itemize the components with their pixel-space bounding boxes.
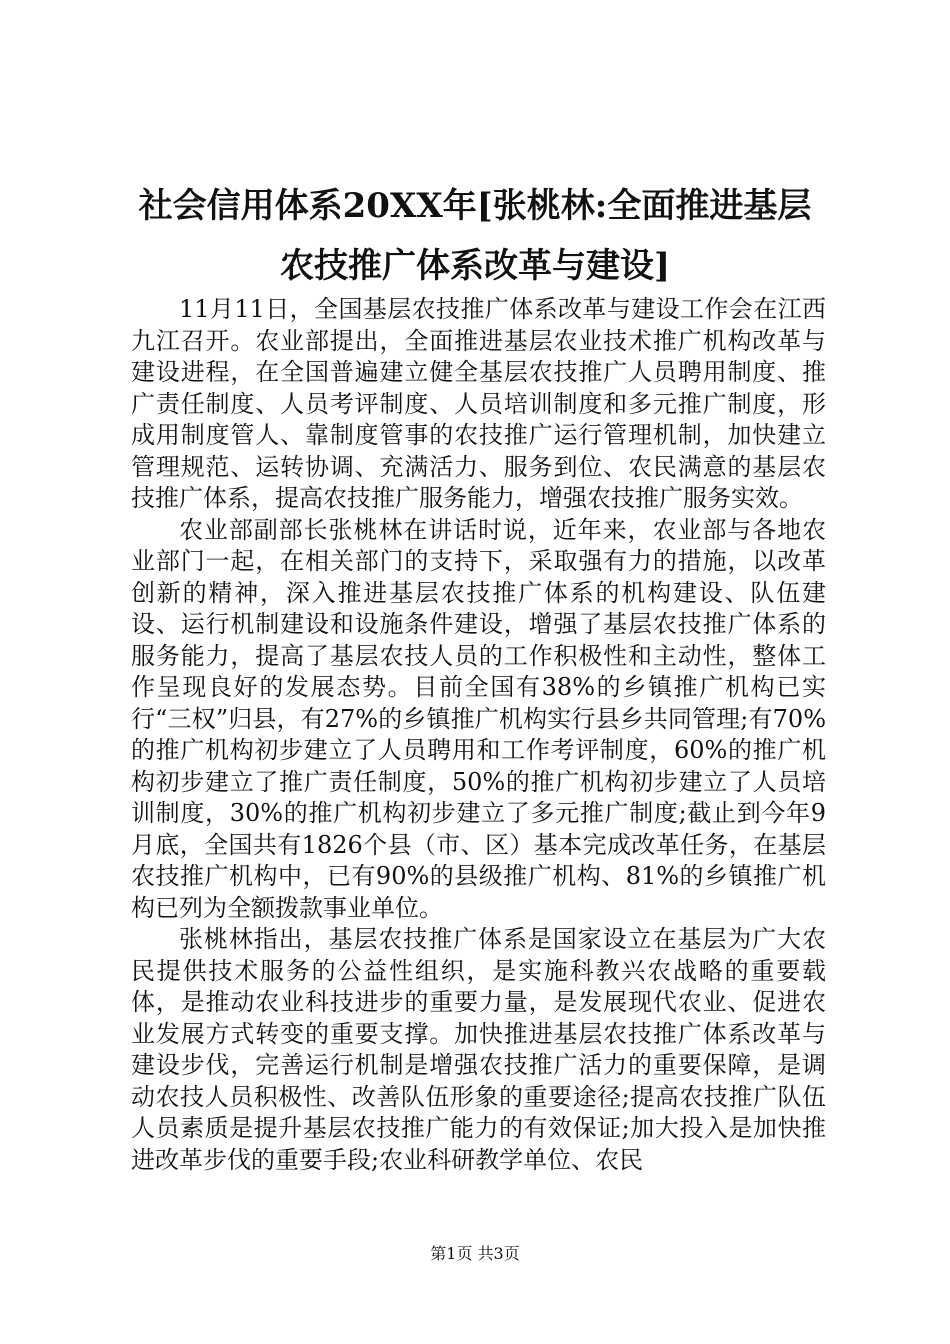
- title-line-1: 社会信用体系20XX年[张桃林:全面推进基层: [138, 186, 812, 226]
- paragraph-2: 农业部副部长张桃林在讲话时说，近年来，农业部与各地农业部门一起，在相关部门的支持下，采取强有力的措施，以改革创新的精神，深入推进基层农技推广体系的机构建设、队伍建设、运行机制建设和设施条件建设，增强了基层农技推广体系的服务能力，提高了基层农技人员的工作积极性和主动性，整体工作呈现良好的发展态势。目前全国有38%的乡镇推广机构已实行“三权”归县，有27%的乡镇推广机构实行县乡共同管理;有70%的推广机构初步建立了人员聘用和工作考评制度，60%的推广机构初步建立了推广责任制度，50%的推广机构初步建立了人员培训制度，30%的推广机构初步建立了多元推广制度;截止到今年9月底，全国共有1826个县（市、区）基本完成改革任务，在基层农技推广机构中，已有90%的县级推广机构、81%的乡镇推广机构已列为全额拨款事业单位。: [131, 515, 826, 922]
- title-line-2: 农技推广体系改革与建设]: [279, 246, 671, 286]
- paragraph-1: 11月11日，全国基层农技推广体系改革与建设工作会在江西九江召开。农业部提出，全面推进基层农业技术推广机构改革与建设进程，在全国普遍建立健全基层农技推广人员聘用制度、推广责任制度、人员考评制度、人员培训制度和多元推广制度，形成用制度管人、靠制度管事的农技推广运行管理机制，加快建立管理规范、运转协调、充满活力、服务到位、农民满意的基层农技推广体系，提高农技推广服务能力，增强农技推广服务实效。: [131, 295, 826, 512]
- page-number-footer: 第1页 共3页: [430, 1244, 520, 1263]
- document-body: [131, 294, 826, 1176]
- paragraph-3: 张桃林指出，基层农技推广体系是国家设立在基层为广大农民提供技术服务的公益性组织，是实施科教兴农战略的重要载体，是推动农业科技进步的重要力量，是发展现代农业、促进农业发展方式转变的重要支撑。加快推进基层农技推广体系改革与建设步伐，完善运行机制是增强农技推广活力的重要保障，是调动农技人员积极性、改善队伍形象的重要途径;提高农技推广队伍人员素质是提升基层农技推广能力的有效保证;加大投入是加快推进改革步伐的重要手段;农业科研教学单位、农民: [131, 925, 826, 1174]
- document-title: [120, 176, 830, 296]
